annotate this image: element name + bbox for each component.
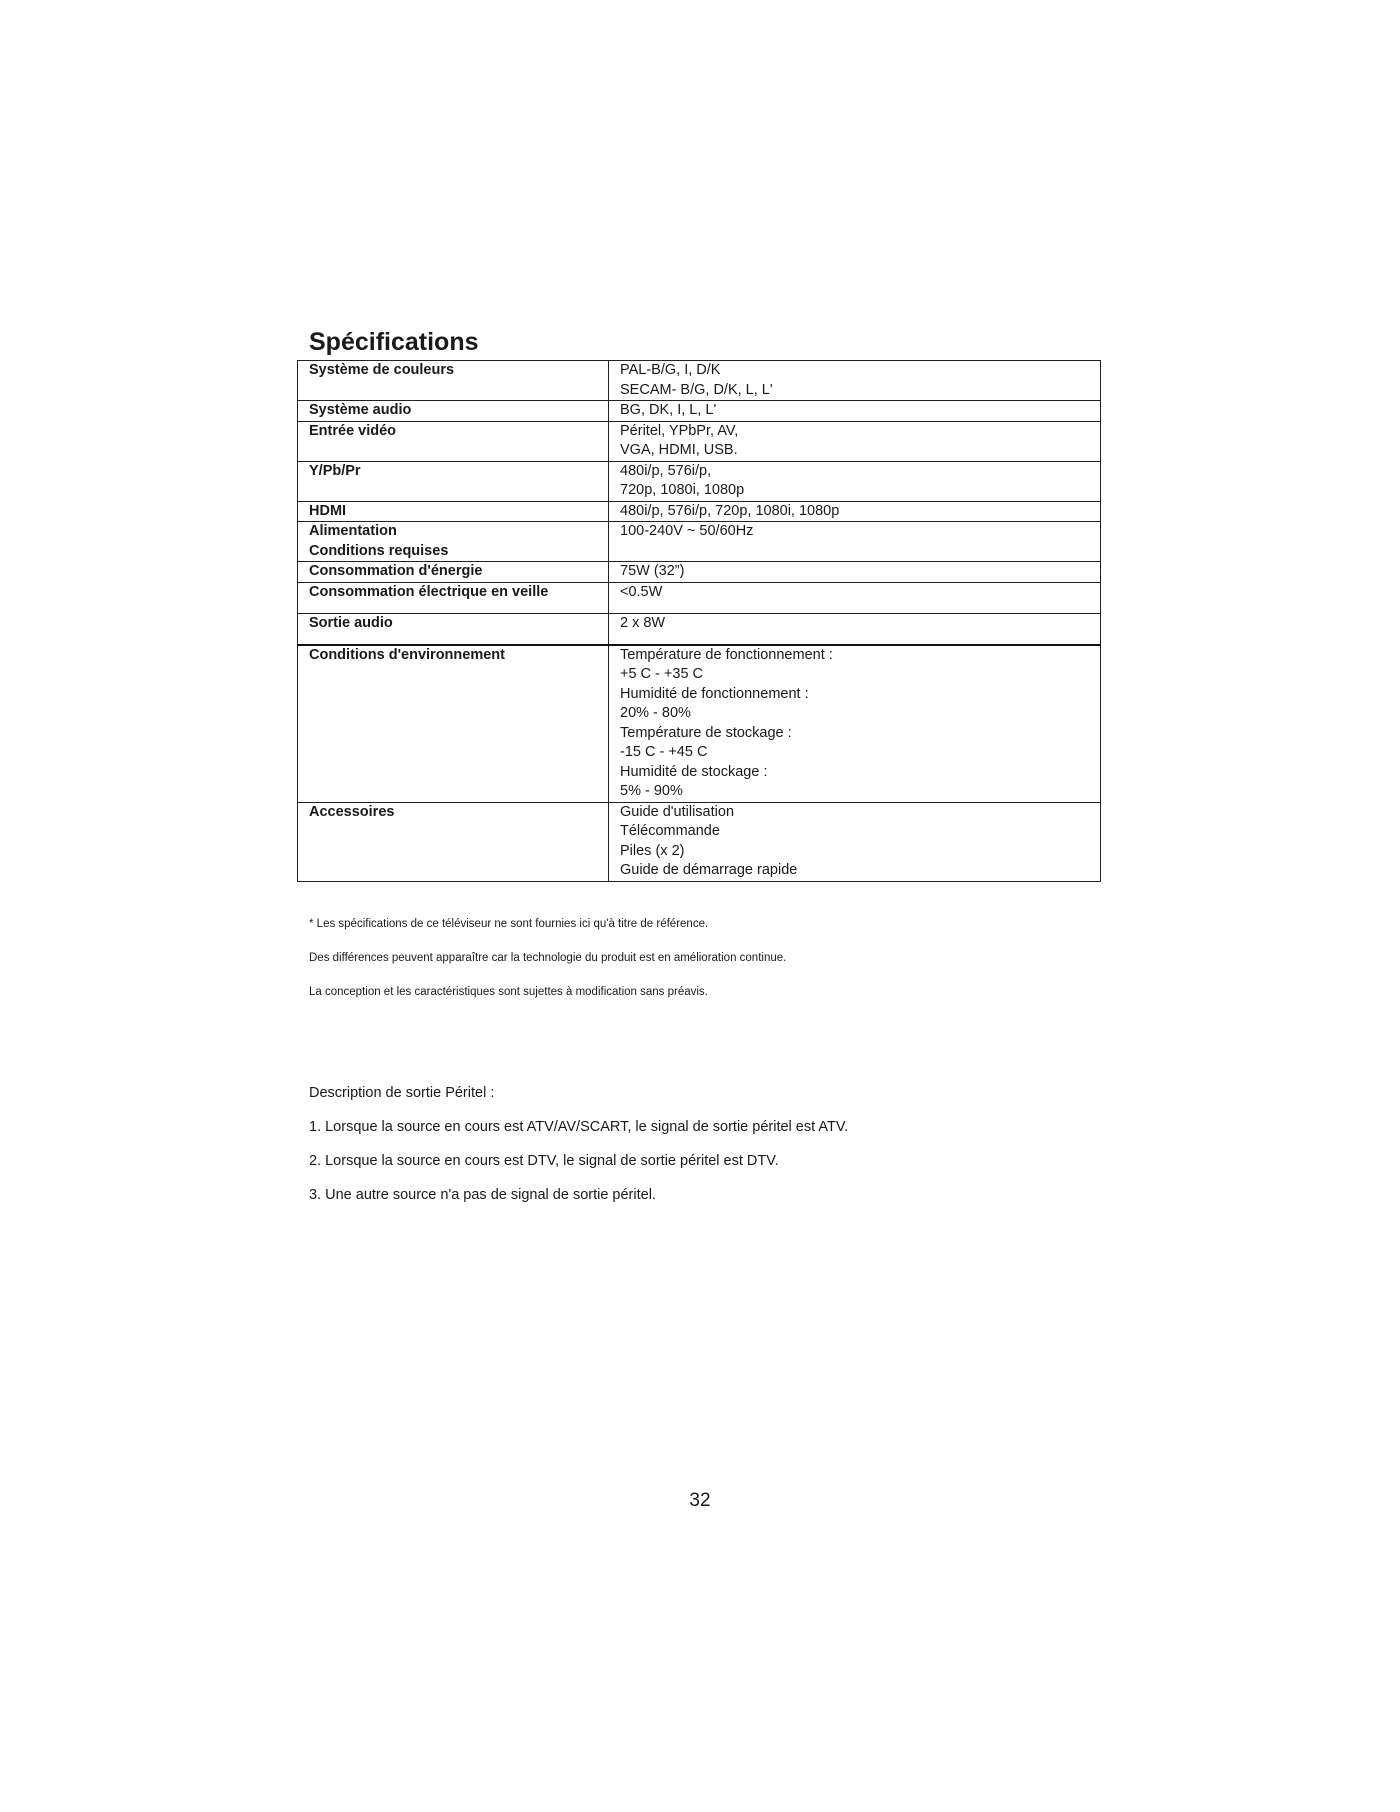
spec-row-environment [298, 645, 1101, 803]
spec-value-line: Guide d'utilisation [620, 803, 735, 820]
spec-label: Consommation d'énergie [298, 562, 609, 583]
spec-value-line: 20% - 80% [620, 705, 691, 721]
spec-label-line: Alimentation [309, 523, 397, 539]
spec-label: Entrée vidéo [298, 421, 609, 461]
spec-row-power-consumption [298, 562, 1101, 583]
spec-value [609, 401, 1101, 422]
spec-value-line: Température de stockage : [620, 724, 792, 741]
spec-label: Conditions d'environnement [298, 645, 609, 803]
peritel-item: 1. Lorsque la source en cours est ATV/AV/SCART, le signal de sortie péritel est ATV. [309, 1119, 849, 1135]
spec-value-line: 100-240V ~ 50/60Hz [620, 523, 754, 539]
spec-value [609, 645, 1101, 803]
spec-value [609, 421, 1101, 461]
page-title: Spécifications [309, 328, 479, 356]
spec-label: Système de couleurs [298, 361, 609, 401]
spec-value-line: <0.5W [620, 583, 663, 600]
disclaimer-notes [309, 916, 1089, 1018]
specifications-table [297, 360, 1101, 882]
spec-value [609, 802, 1101, 881]
spec-value-line: -15 C - +45 C [620, 744, 708, 760]
note-text: Des différences peuvent apparaître car la technologie du produit est en amélioration continue. [309, 952, 787, 964]
spec-value-line: VGA, HDMI, USB. [620, 442, 738, 458]
spec-label-line: Conditions requises [309, 542, 449, 559]
spec-row-hdmi [298, 501, 1101, 522]
spec-value-line: Guide de démarrage rapide [620, 862, 798, 878]
spec-value-line: Télécommande [620, 823, 720, 839]
spec-label: Consommation électrique en veille [298, 582, 609, 613]
spec-row-color-system [298, 361, 1101, 401]
spec-label: Sortie audio [298, 613, 609, 645]
spec-value [609, 361, 1101, 401]
spec-value-line: Humidité de fonctionnement : [620, 685, 809, 702]
page-number: 32 [689, 1490, 711, 1511]
spec-label: Accessoires [298, 802, 609, 881]
spec-value [609, 461, 1101, 501]
spec-value-line: SECAM- B/G, D/K, L, L' [620, 381, 773, 398]
spec-value-line: 480i/p, 576i/p, 720p, 1080i, 1080p [620, 502, 840, 519]
spec-value-line: Piles (x 2) [620, 842, 685, 859]
note-text: * Les spécifications de ce téléviseur ne sont fournies ici qu'à titre de référence. [309, 918, 709, 930]
spec-label: Système audio [298, 401, 609, 422]
spec-value-line: +5 C - +35 C [620, 666, 704, 682]
spec-value-line: 2 x 8W [620, 614, 666, 631]
spec-row-video-input [298, 421, 1101, 461]
spec-row-accessories [298, 802, 1101, 881]
spec-value-line: BG, DK, I, L, L' [620, 402, 717, 418]
spec-value [609, 501, 1101, 522]
spec-value [609, 522, 1101, 562]
note-text: La conception et les caractéristiques sont sujettes à modification sans préavis. [309, 986, 708, 998]
spec-value-line: PAL-B/G, I, D/K [620, 362, 721, 378]
spec-value-line: Péritel, YPbPr, AV, [620, 422, 739, 439]
peritel-description [309, 1083, 1099, 1219]
spec-value [609, 582, 1101, 613]
peritel-item: 2. Lorsque la source en cours est DTV, le signal de sortie péritel est DTV. [309, 1153, 779, 1169]
spec-label: HDMI [298, 501, 609, 522]
spec-value-line: 5% - 90% [620, 783, 683, 799]
spec-label: Y/Pb/Pr [298, 461, 609, 501]
spec-value-line: 480i/p, 576i/p, [620, 462, 712, 479]
spec-value-line: 75W (32”) [620, 563, 685, 579]
spec-value [609, 613, 1101, 645]
spec-row-standby-consumption [298, 582, 1101, 613]
spec-row-power-supply [298, 522, 1101, 562]
peritel-item: 3. Une autre source n'a pas de signal de sortie péritel. [309, 1187, 656, 1203]
spec-value-line: 720p, 1080i, 1080p [620, 482, 745, 498]
spec-value-line: Température de fonctionnement : [620, 646, 833, 663]
peritel-heading: Description de sortie Péritel : [309, 1085, 495, 1101]
spec-label [298, 522, 609, 562]
spec-row-ypbpr [298, 461, 1101, 501]
spec-row-audio-output [298, 613, 1101, 645]
spec-value-line: Humidité de stockage : [620, 763, 768, 780]
spec-row-audio-system [298, 401, 1101, 422]
spec-value [609, 562, 1101, 583]
